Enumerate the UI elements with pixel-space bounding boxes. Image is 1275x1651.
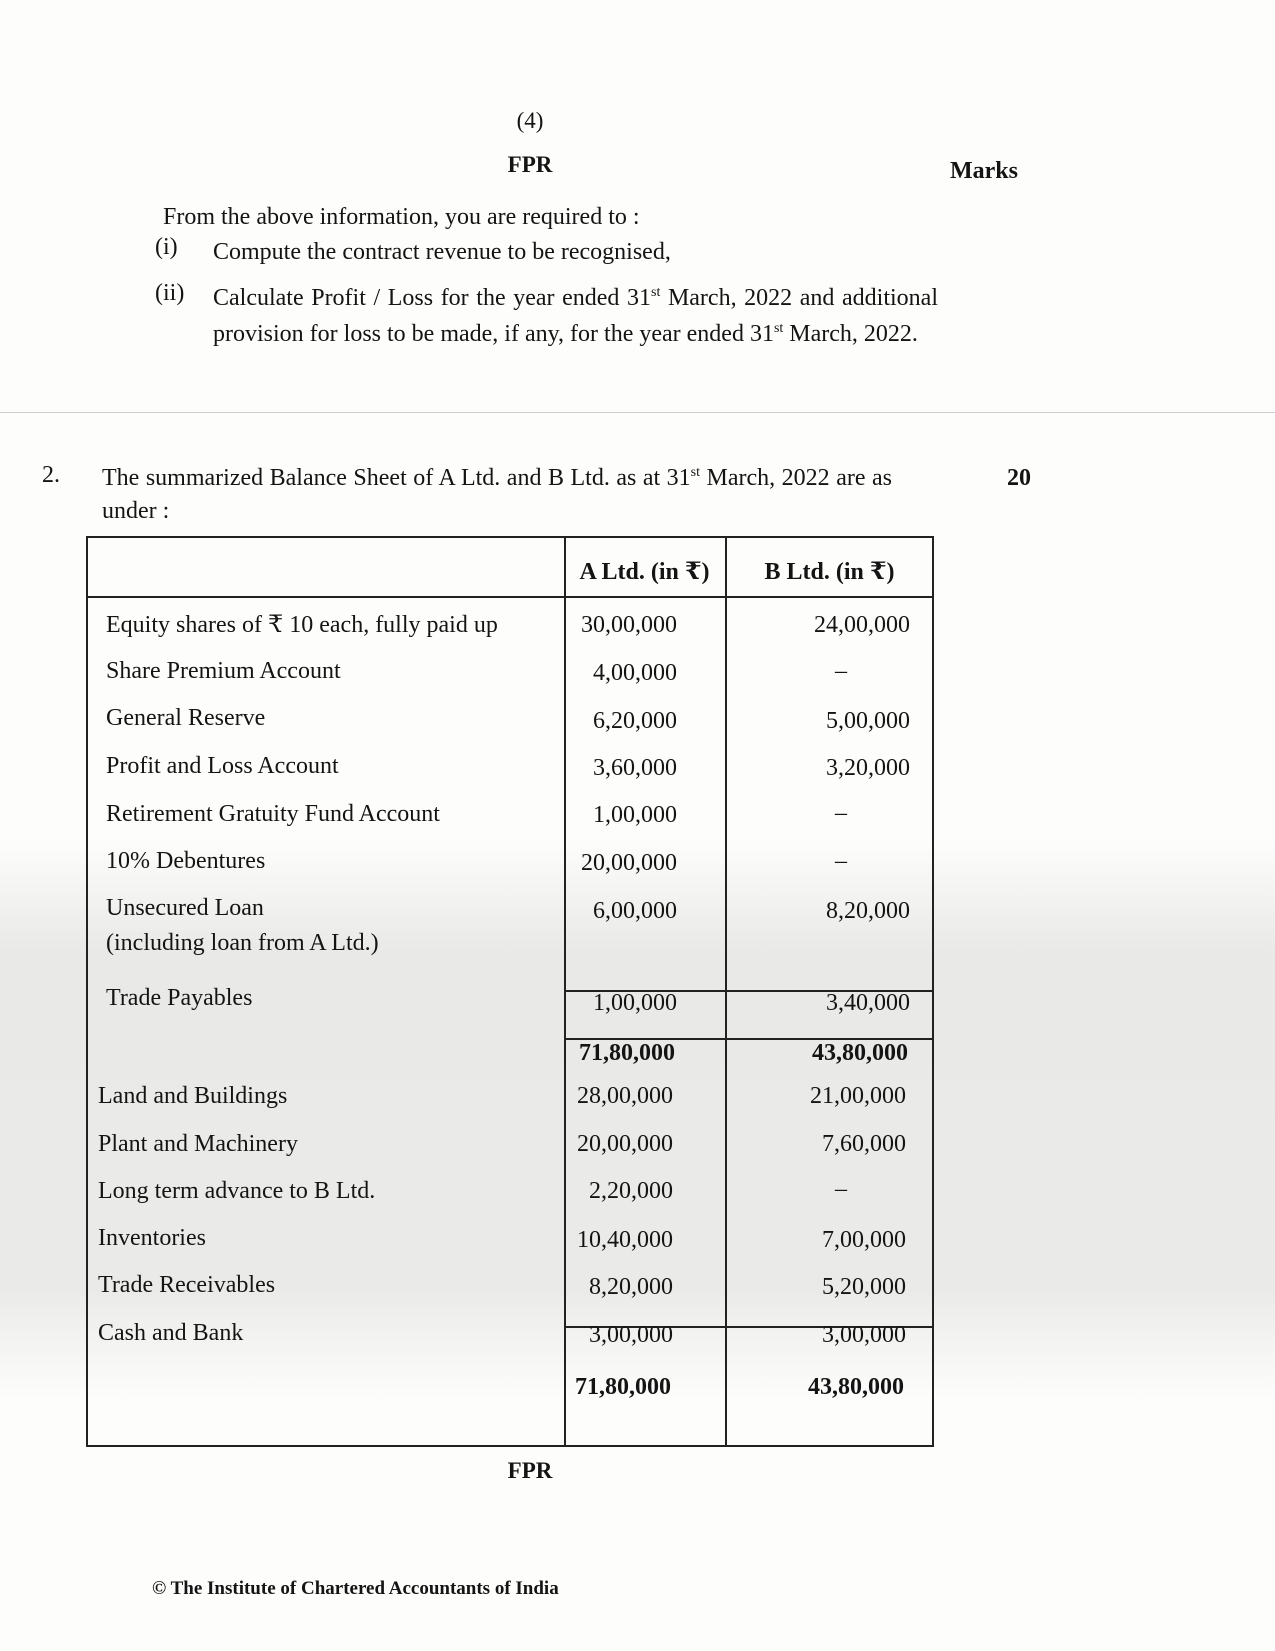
row-label: Long term advance to B Ltd. bbox=[98, 1178, 376, 1204]
row-label: Profit and Loss Account bbox=[106, 753, 339, 779]
header-rule bbox=[88, 596, 932, 598]
row-label: Trade Receivables bbox=[98, 1272, 276, 1298]
amount-a: 2,20,000 bbox=[589, 1178, 673, 1204]
row-label: Equity shares of ₹ 10 each, fully paid up bbox=[106, 612, 498, 638]
row-label: Plant and Machinery bbox=[98, 1131, 298, 1157]
marks-column-header: Marks bbox=[950, 158, 1018, 184]
amount-a: 28,00,000 bbox=[577, 1083, 673, 1109]
row-label: 10% Debentures bbox=[106, 848, 266, 874]
row-label-continued: (including loan from A Ltd.) bbox=[106, 930, 379, 956]
row-label: Retirement Gratuity Fund Account bbox=[106, 801, 440, 827]
amount-b: 24,00,000 bbox=[814, 612, 910, 638]
amount-b: 3,40,000 bbox=[826, 990, 910, 1016]
amount-b: 5,00,000 bbox=[826, 708, 910, 734]
column-header-b-ltd: B Ltd. (in ₹) bbox=[764, 559, 895, 585]
total-assets-a: 71,80,000 bbox=[575, 1374, 671, 1400]
requirement-text: Calculate Profit / Loss for the year ended 31st March, 2022 and additional provision for loss to be made, if any, for the year ended 31st March, 2022. bbox=[213, 285, 939, 347]
amount-a: 8,20,000 bbox=[589, 1274, 673, 1300]
question-marks: 20 bbox=[1007, 465, 1031, 491]
amount-b: 3,20,000 bbox=[826, 755, 910, 781]
amount-a: 6,20,000 bbox=[593, 708, 677, 734]
row-label: General Reserve bbox=[106, 705, 266, 731]
column-header-a-ltd: A Ltd. (in ₹) bbox=[579, 559, 710, 585]
question-number: 2. bbox=[42, 462, 60, 488]
row-label: Trade Payables bbox=[106, 985, 253, 1011]
requirement-number: (ii) bbox=[155, 280, 185, 306]
row-label: Land and Buildings bbox=[98, 1083, 288, 1109]
row-label: Unsecured Loan bbox=[106, 895, 264, 921]
amount-b: 7,00,000 bbox=[822, 1227, 906, 1253]
amount-b: – bbox=[835, 1176, 847, 1202]
question-text: The summarized Balance Sheet of A Ltd. and B Ltd. as at 31st March, 2022 are as under : bbox=[102, 465, 892, 524]
amount-b: 3,00,000 bbox=[822, 1322, 906, 1348]
copyright-notice: © The Institute of Chartered Accountants of India bbox=[152, 1578, 559, 1599]
paper-code-footer: FPR bbox=[507, 1458, 553, 1483]
amount-b: 5,20,000 bbox=[822, 1274, 906, 1300]
amount-a: 6,00,000 bbox=[593, 898, 677, 924]
requirement-number: (i) bbox=[155, 234, 178, 260]
total-liabilities-b: 43,80,000 bbox=[812, 1040, 908, 1066]
requirement-intro: From the above information, you are required to : bbox=[163, 204, 640, 230]
balance-sheet-table bbox=[86, 536, 934, 1447]
row-label: Inventories bbox=[98, 1225, 206, 1251]
amount-a: 10,40,000 bbox=[577, 1227, 673, 1253]
amount-a: 20,00,000 bbox=[581, 850, 677, 876]
page-number: (4) bbox=[516, 108, 544, 133]
row-label: Share Premium Account bbox=[106, 658, 341, 684]
amount-a: 20,00,000 bbox=[577, 1131, 673, 1157]
amount-b: 7,60,000 bbox=[822, 1131, 906, 1157]
amount-b: – bbox=[835, 658, 847, 684]
requirement-text: Compute the contract revenue to be recognised, bbox=[213, 239, 671, 265]
amount-a: 1,00,000 bbox=[593, 802, 677, 828]
scan-fold-line bbox=[0, 412, 1275, 413]
amount-a: 3,00,000 bbox=[589, 1322, 673, 1348]
row-label: Cash and Bank bbox=[98, 1320, 244, 1346]
amount-b: – bbox=[835, 800, 847, 826]
amount-b: 21,00,000 bbox=[810, 1083, 906, 1109]
amount-a: 1,00,000 bbox=[593, 990, 677, 1016]
total-assets-b: 43,80,000 bbox=[808, 1374, 904, 1400]
amount-a: 3,60,000 bbox=[593, 755, 677, 781]
amount-b: 8,20,000 bbox=[826, 898, 910, 924]
amount-a: 30,00,000 bbox=[581, 612, 677, 638]
paper-code-header: FPR bbox=[507, 152, 553, 177]
amount-a: 4,00,000 bbox=[593, 660, 677, 686]
total-liabilities-a: 71,80,000 bbox=[579, 1040, 675, 1066]
amount-b: – bbox=[835, 848, 847, 874]
